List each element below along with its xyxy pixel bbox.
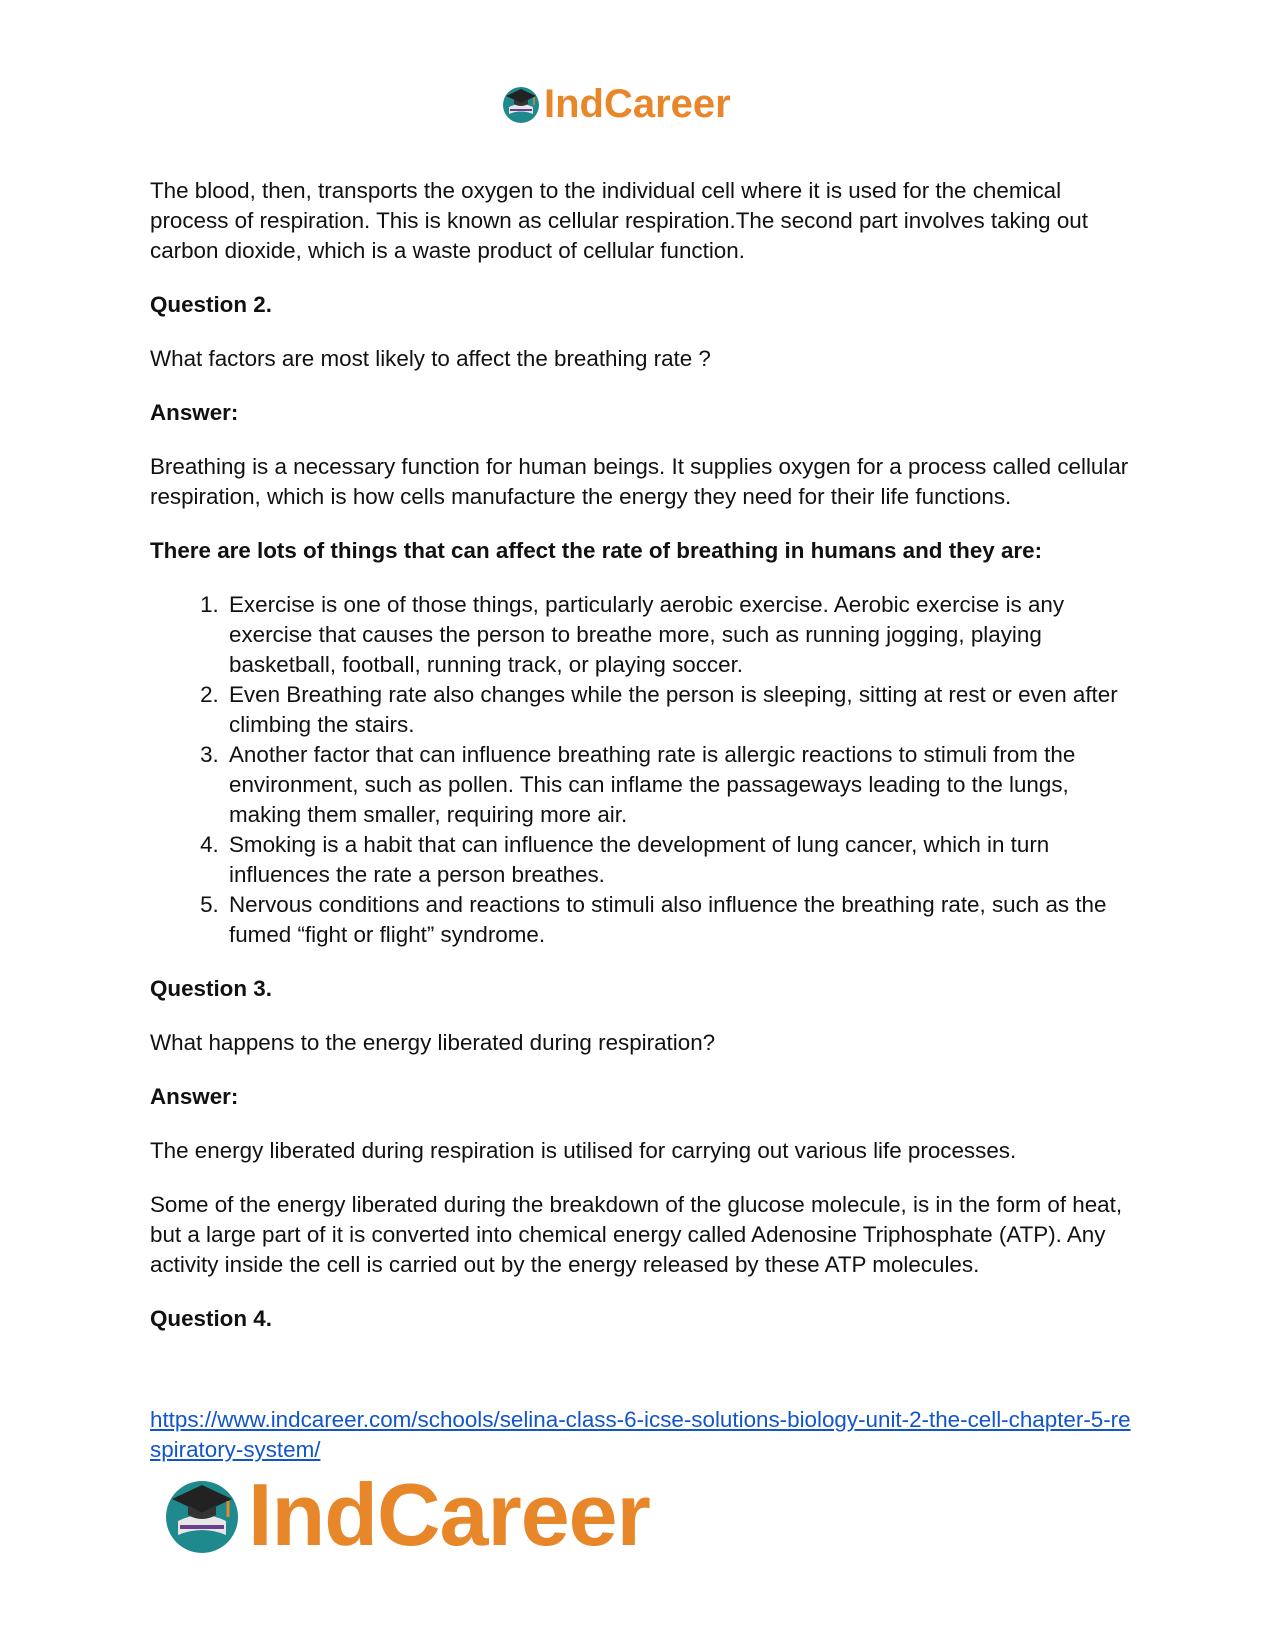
question-4-heading: Question 4. [150,1306,272,1331]
header-logo-text: IndCareer [544,81,731,126]
question-3-heading: Question 3. [150,976,272,1001]
factors-list [150,590,1130,950]
list-item: 3. Another factor that can influence breathing rate is allergic reactions to stimuli from the environment, such as pollen. This can inflame the passageways leading to the lungs, making them smaller, requiring more air. [225,740,1130,830]
list-item: 1. Exercise is one of those things, particularly aerobic exercise. Aerobic exercise is any exercise that causes the person to breathe more, such as running jogging, playing basketball, football, running track, or playing soccer. [225,590,1130,680]
list-item: 4. Smoking is a habit that can influence the development of lung cancer, which in turn influences the rate a person breathes. [225,830,1130,890]
list-item: 2. Even Breathing rate also changes while the person is sleeping, sitting at rest or even after climbing the stairs. [225,680,1130,740]
question-2-answer-label: Answer: [150,400,239,425]
question-3-text: What happens to the energy liberated during respiration? [150,1030,716,1055]
question-3-answer-2: Some of the energy liberated during the breakdown of the glucose molecule, is in the form of heat, but a large part of it is converted into chemical energy called Adenosine Triphosphate (ATP). Any activity inside the cell is carried out by the energy released by these ATP molecules. [150,1192,1123,1277]
intro-paragraph: The blood, then, transports the oxygen to the individual cell where it is used for the chemical process of respiration. This is known as cellular respiration.The second part involves taking out carbon dioxide, which is a waste product of cellular function. [150,178,1088,263]
question-3-answer-1: The energy liberated during respiration is utilised for carrying out various life processes. [150,1138,1017,1163]
list-item: 5. Nervous conditions and reactions to stimuli also influence the breathing rate, such as the fumed “fight or flight” syndrome. [225,890,1130,950]
question-3-answer-label: Answer: [150,1084,239,1109]
footer-logo [160,1465,650,1564]
question-2-text: What factors are most likely to affect the breathing rate ? [150,346,711,371]
header-logo [500,80,731,128]
source-url-link[interactable]: https://www.indcareer.com/schools/selina-class-6-icse-solutions-biology-unit-2-the-cell-chapter-5-respiratory-system/ [150,1407,1131,1462]
main-content [150,176,1130,1358]
question-2-list-intro: There are lots of things that can affect the rate of breathing in humans and they are: [150,538,1043,563]
graduation-cap-icon [160,1473,244,1557]
question-2-answer: Breathing is a necessary function for human beings. It supplies oxygen for a process called cellular respiration, which is how cells manufacture the energy they need for their life functions. [150,454,1129,509]
footer-logo-text: IndCareer [248,1465,650,1564]
graduation-cap-icon [500,83,542,125]
question-2-heading: Question 2. [150,292,272,317]
